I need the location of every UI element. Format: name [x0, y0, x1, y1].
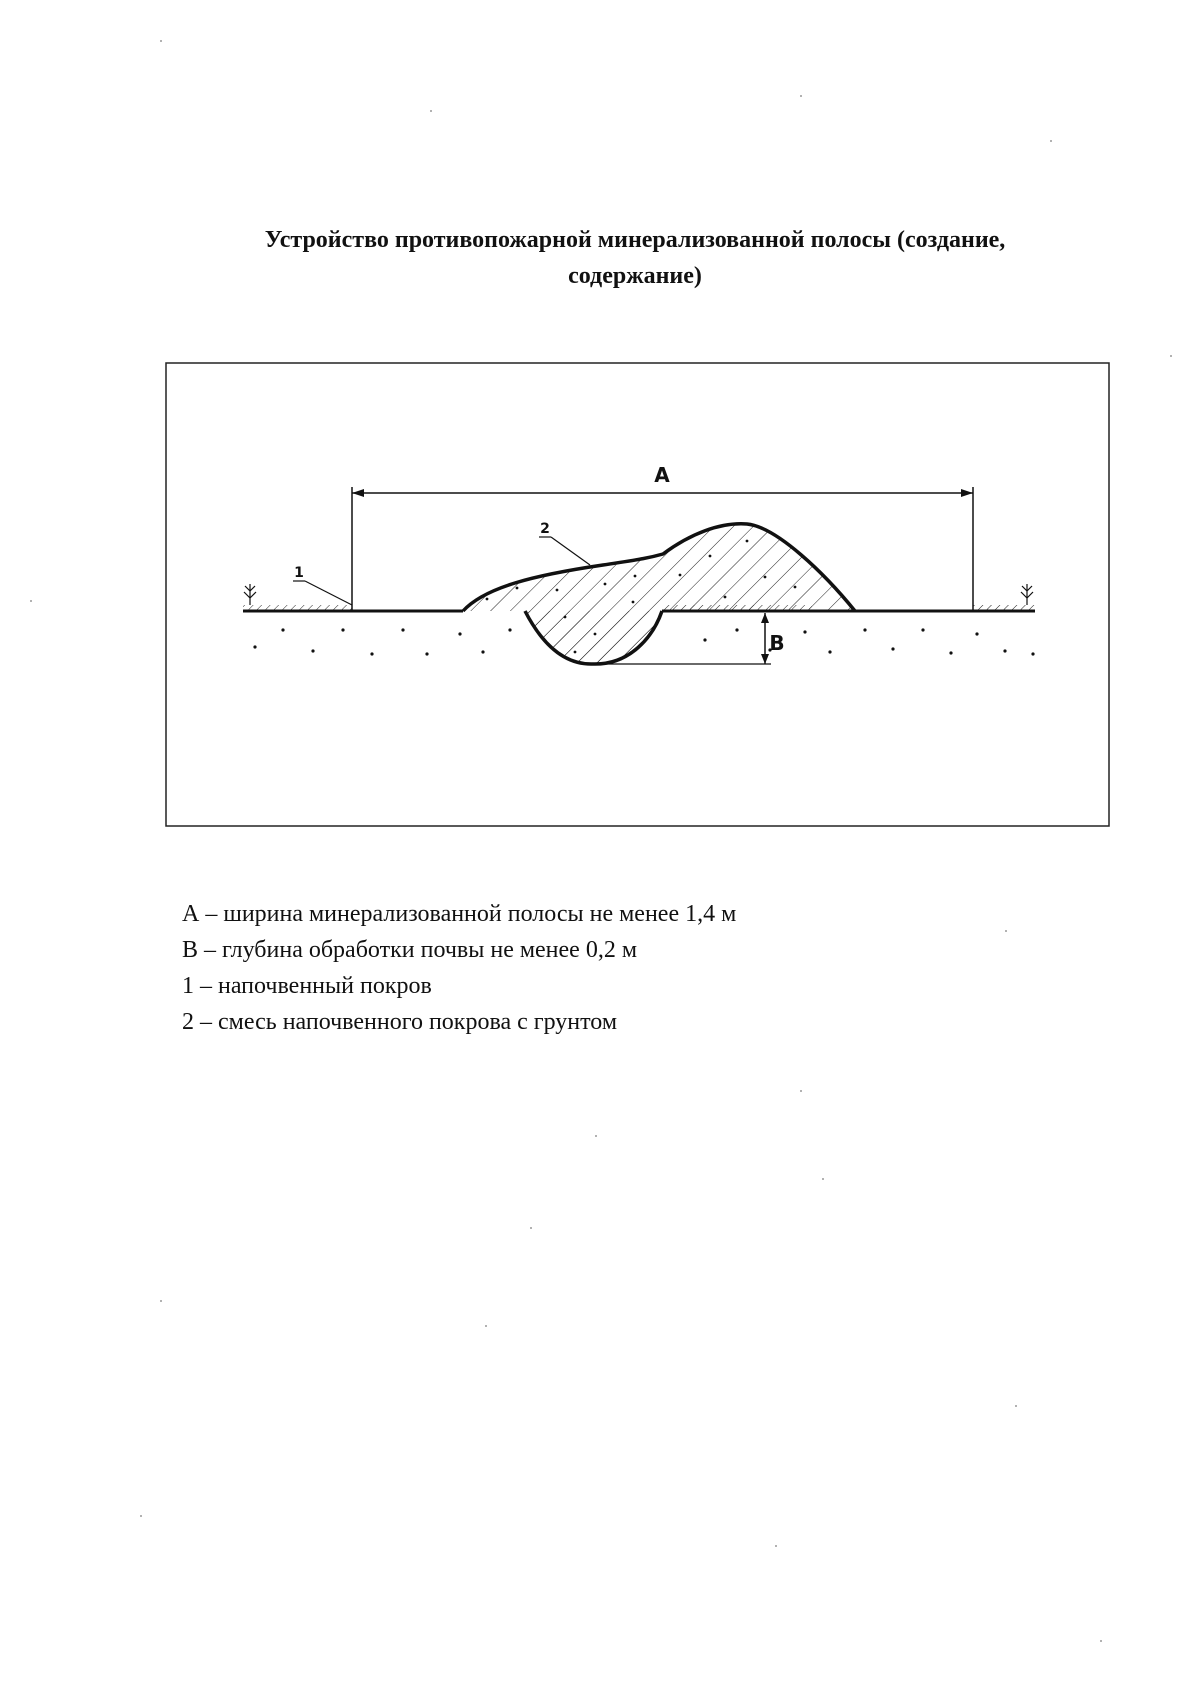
scan-speck [800, 95, 802, 97]
legend [182, 896, 736, 1040]
label-1: 1 [294, 565, 304, 581]
leader-1 [305, 581, 352, 605]
dimension-a-left-arrow [352, 489, 364, 497]
legend-item-2: 2 – смесь напочвенного покрова с грунтом [182, 1009, 618, 1035]
dimension-a-right-arrow [961, 489, 973, 497]
title-line-2: содержание) [568, 263, 702, 289]
grass-left-icon [244, 584, 256, 605]
label-2: 2 [540, 521, 550, 537]
scan-speck [800, 1090, 802, 1092]
scan-speck [160, 40, 162, 42]
dimension-b-top-arrow [761, 613, 769, 623]
label-b: B [769, 631, 785, 655]
scan-speck [1170, 355, 1172, 357]
leader-2 [551, 537, 590, 565]
scan-speck [1015, 1405, 1017, 1407]
label-a: A [654, 463, 670, 487]
legend-item-a: А – ширина минерализованной полосы не менее 1,4 м [182, 901, 737, 927]
scan-speck [822, 1178, 824, 1180]
scan-speck [140, 1515, 142, 1517]
soil-mixture-mound [463, 524, 855, 664]
dimension-b-bottom-arrow [761, 654, 769, 664]
page-title [150, 222, 1120, 294]
scan-speck [1100, 1640, 1102, 1642]
scan-speck [160, 1300, 162, 1302]
grass-right-icon [1021, 584, 1033, 605]
scan-speck [485, 1325, 487, 1327]
scan-speck [1050, 140, 1052, 142]
scan-speck [430, 110, 432, 112]
scan-speck [530, 1227, 532, 1229]
diagram-canvas [165, 362, 1110, 827]
scan-speck [775, 1545, 777, 1547]
legend-item-1: 1 – напочвенный покров [182, 973, 432, 999]
title-line-1: Устройство противопожарной минерализованной полосы (создание, [264, 227, 1006, 253]
mineralized-strip-diagram [165, 362, 1110, 827]
soil-mixture-dip [525, 611, 662, 664]
legend-item-b: В – глубина обработки почвы не менее 0,2 м [182, 937, 638, 963]
scan-speck [595, 1135, 597, 1137]
scan-speck [1005, 930, 1007, 932]
scan-speck [30, 600, 32, 602]
